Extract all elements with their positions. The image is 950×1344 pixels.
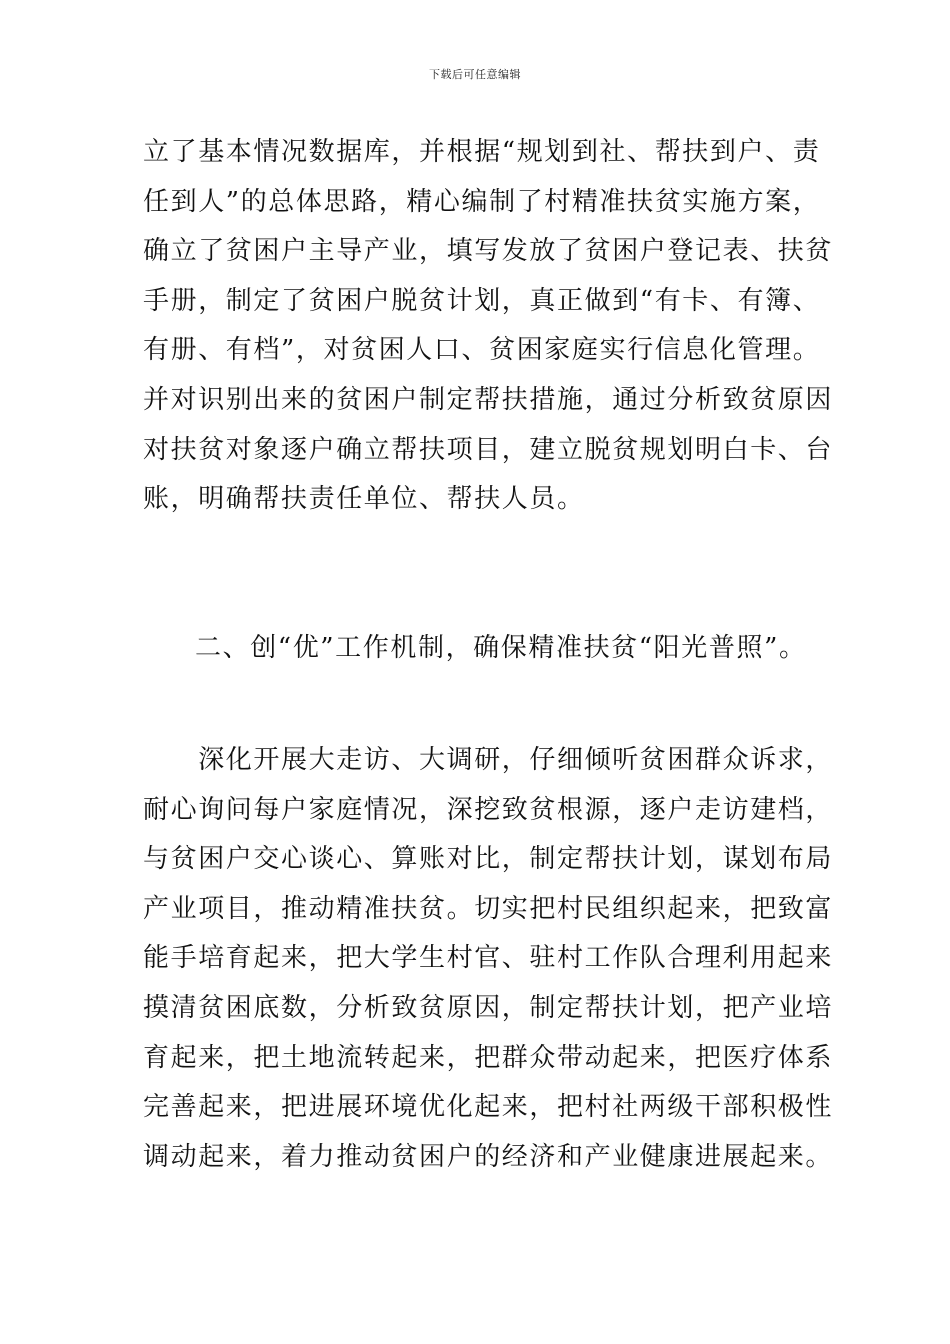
body-paragraph-2 (143, 736, 834, 1182)
text-line: 对扶贫对象逐户确立帮扶项目，建立脱贫规划明白卡、台 (143, 434, 834, 465)
section-heading-2: 二、创“优”工作机制，确保精准扶贫“阳光普照”。 (195, 633, 807, 663)
text-line: 有册、有档”，对贫困人口、贫困家庭实行信息化管理。 (143, 335, 821, 366)
text-line: 任到人”的总体思路，精心编制了村精准扶贫实施方案， (143, 186, 821, 217)
text-line: 深化开展大走访、大调研，仔细倾听贫困群众诉求， (143, 745, 834, 775)
page-header-note: 下载后可任意编辑 (429, 68, 521, 81)
text-line: 与贫困户交心谈心、算账对比，制定帮扶计划，谋划布局 (143, 844, 834, 875)
text-line: 账，明确帮扶责任单位、帮扶人员。 (143, 484, 585, 515)
text-line: 确立了贫困户主导产业，填写发放了贫困户登记表、扶贫 (143, 236, 834, 267)
text-line: 手册，制定了贫困户脱贫计划，真正做到“有卡、有簿、 (143, 285, 821, 316)
text-line: 摸清贫困底数，分析致贫原因，制定帮扶计划，把产业培 (143, 992, 834, 1023)
text-line: 完善起来，把进展环境优化起来，把村社两级干部积极性 (143, 1092, 834, 1123)
text-line: 调动起来，着力推动贫困户的经济和产业健康进展起来。 (143, 1141, 834, 1172)
text-line: 能手培育起来，把大学生村官、驻村工作队合理利用起来 (143, 943, 834, 974)
text-line: 产业项目，推动精准扶贫。切实把村民组织起来，把致富 (143, 893, 834, 924)
body-paragraph-1 (143, 128, 834, 525)
text-line: 育起来，把土地流转起来，把群众带动起来，把医疗体系 (143, 1042, 834, 1073)
text-line: 并对识别出来的贫困户制定帮扶措施，通过分析致贫原因 (143, 384, 834, 415)
text-line: 耐心询问每户家庭情况，深挖致贫根源，逐户走访建档， (143, 794, 834, 825)
text-line: 立了基本情况数据库，并根据“规划到社、帮扶到户、责 (143, 137, 821, 167)
